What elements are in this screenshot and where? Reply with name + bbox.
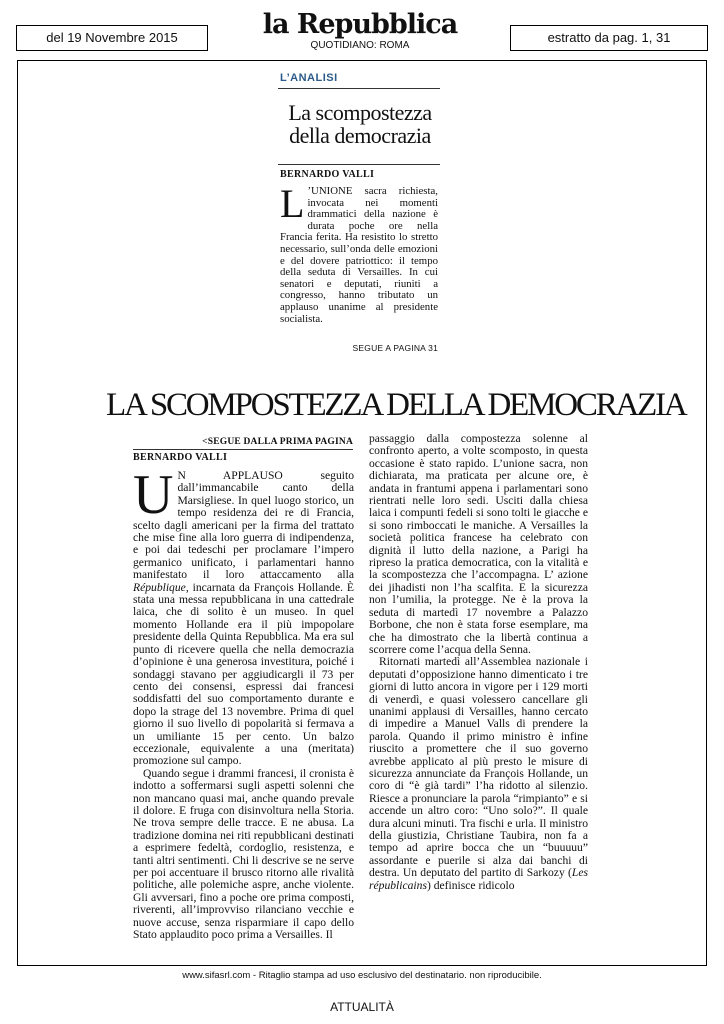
issue-date: del 19 Novembre 2015 <box>46 30 178 45</box>
front-lead: ’UNIONE <box>307 185 353 197</box>
front-continuation: SEGUE A PAGINA 31 <box>352 343 438 353</box>
extract-pages: estratto da pag. 1, 31 <box>547 30 671 45</box>
front-rule <box>278 164 440 165</box>
continued-rule <box>133 449 353 450</box>
front-dropcap: L <box>280 181 305 226</box>
article-column-1 <box>133 470 354 952</box>
front-byline: BERNARDO VALLI <box>280 169 375 180</box>
continued-from: <SEGUE DALLA PRIMA PAGINA <box>202 437 353 447</box>
kicker-rule <box>278 88 440 89</box>
extract-box <box>510 25 708 51</box>
article-column-2 <box>369 433 588 952</box>
paragraph <box>133 470 354 768</box>
text-run: Ritornati martedì all’Assemblea nazionale i deputati d’opposizione hanno dimenticato i tre giorni di lutto ancora in vigore per i 129 morti di venerdì, e quasi volessero cancellare gli unanimi applausi di Versailles, hanno cercato di impedire a Manuel Valls di prendere la parola. Quando il primo ministro è infine riuscito a promettere che il suo governo avrebbe applicato al più presto le misure di sicurezza annunciate da François Hollande, un coro di “è già tardi” l’ha ridotto al silenzio. Riesce a pronunciare la parola “rimpianto” e si accende un altro coro: “Uno solo?”. Il quale dura alcuni minuti. Tra fischi e urla. Il ministro della giustizia, Christiane Taubira, non fa a tempo ad aprire bocca che un “buuuuu” assordante e puerile si alza dai banchi di destra. Un deputato del partito di Sarkozy ( <box>369 655 588 880</box>
front-headline <box>278 101 442 147</box>
text-run: , incarnata da François Hollande. È stata una messa repubblicana in una cattedrale laica, che di solito è un museo. In quel momento Hollande era il più impopolare presidente della Quinta Repubblica. Ma era sul punto di ricevere quella che nella democrazia d’opinione è una generosa investitura, poiché i sondaggi stavano per aggiudicargli il 73 per cento dei consensi, espressi dai francesi soddisfatti del suo comportamento durante e dopo la strage del 13 novembre. Prima di quel giorno il suo livello di popolarità si fermava a un umiliante 15 per cento. Un balzo eccezionale, equivalente a una (meritata) promozione sul campo. <box>133 580 354 768</box>
front-body-text: sacra richiesta, invocata nei momenti drammatici della nazione è durata poche ore nella Francia ferita. Ha resistito lo stretto necessario, sull’onda delle emozioni e del dovere patriottico: il tempo della seduta di Versailles. In cui senatori e deputati, riuniti a congresso, hanno tributato un applauso unanime al presidente socialista. <box>280 185 438 325</box>
section-kicker: L’ANALISI <box>280 72 338 84</box>
column-2-flow <box>369 433 588 892</box>
article-dropcap: U <box>133 470 174 526</box>
date-box <box>16 25 208 51</box>
text-run: seguito dall’immancabile canto della Marsigliese. In quel luogo storico, un tempo residenza dei re di Francia, scelto dagli americani per la firma del trattato che mise fine alla loro guerra di indipendenza, e poi dai tedeschi per proclamare l’impero germanico unificato, i parlamentari hanno manifestato il loro attaccamento alla <box>133 470 354 582</box>
italic-run: Les républicains <box>369 866 588 892</box>
article-byline: BERNARDO VALLI <box>133 452 228 463</box>
front-summary <box>280 181 438 325</box>
italic-run: République <box>133 580 186 594</box>
masthead <box>260 10 460 52</box>
newspaper-logo: la Repubblica <box>262 9 458 40</box>
paragraph: passaggio dalla compostezza solenne al confronto aperto, a volte scomposto, in questa occasione è stato rapido. L’unione sacra, non dichiarata, ma praticata per alcune ore, è andata in frantumi appena i parlamentari sono rientrati nelle loro sedi. Usciti dalla chiesa laica i compunti fedeli si sono tolti le giacche e si sono rimboccati le maniche. A Versailles la società politica francese ha celebrato con dignità il lutto della nazione, a Parigi ha ripreso la pratica democratica, con la vitalità e la scompostezza che l’accompagna. L’ azione dei jihadisti non l’ha scalfita. E la sicurezza non l’umilia, la protegge. Ne è la prova la seduta di martedì 17 novembre a Palazzo Borbone, che non è stata forse esemplare, ma che ha dimostrato che la libertà continua a scorrere come l’acqua della Senna. <box>369 433 588 656</box>
front-headline-line1: La scompostezza <box>288 100 432 125</box>
article-headline: LA SCOMPOSTEZZA DELLA DEMOCRAZIA <box>106 387 686 423</box>
paragraph: Quando segue i drammi francesi, il cronista è indotto a soffermarsi sugli aspetti solenni che non mancano quasi mai, anche quando prevale il dolore. E fruga con disinvoltura nella Storia. Ne trova sempre delle tracce. E ne abusa. La tradizione domina nei riti repubblicani destinati a esprimere fedeltà, cordoglio, resistenza, e tanti altri sentimenti. Chi li descrive se ne serve per poi accentuare il brusco ritorno alle rivalità politiche, alle polemiche aspre, anche violente. Gli avversari, fino a poche ore prima composti, riverenti, all’improvviso rilanciano vecchie e nuove accuse, senza risparmiare il capo dello Stato applaudito poco prima a Versailles. Il <box>133 766 354 942</box>
front-headline-line2: della democrazia <box>289 123 431 148</box>
section-label: ATTUALITÀ <box>330 1000 394 1014</box>
copyright-notice: www.sifasrl.com - Ritaglio stampa ad uso esclusivo del destinatario. non riproducibile. <box>182 970 542 981</box>
text-run: ) definisce ridicolo <box>426 878 515 892</box>
article-lead: N APPLAUSO <box>177 470 283 482</box>
edition-label: QUOTIDIANO: ROMA <box>310 40 410 51</box>
paragraph <box>369 656 588 892</box>
